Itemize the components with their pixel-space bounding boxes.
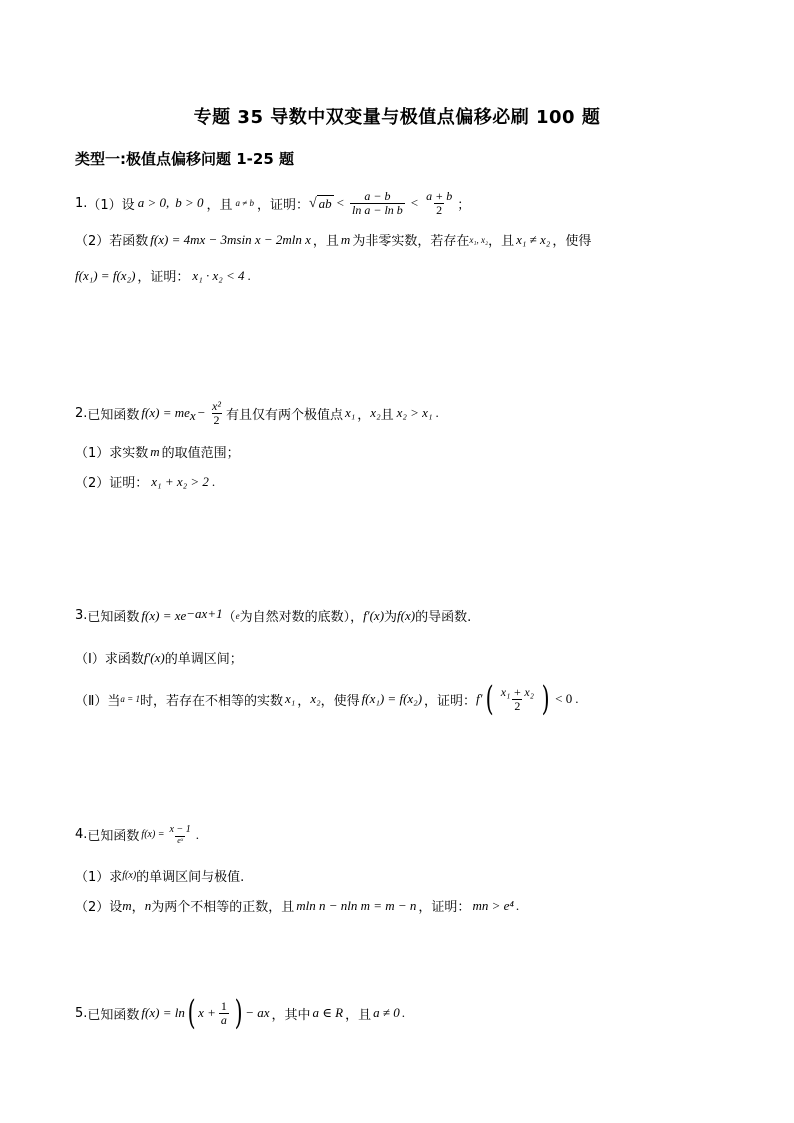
q2-p1-label: （1）求实数 [75, 446, 149, 461]
q5-minus-ax: − ax [245, 1005, 270, 1020]
q5-x-plus: x + [198, 1005, 216, 1020]
q3-paren-open: （ [222, 610, 236, 625]
q2-part2 [75, 472, 215, 491]
q4-p2-comma: ， [131, 900, 145, 915]
q2-ineq: x₂ > x₁ [396, 405, 433, 421]
q3-exp: −ax+1 [186, 606, 223, 621]
q1-part2-m: m [340, 231, 351, 247]
q2-intro: 已知函数 [87, 407, 140, 423]
q2-stem [75, 400, 439, 426]
q4-frac-num: x − 1 [169, 824, 191, 835]
q3-p2-fprime: f′ [476, 691, 483, 706]
q2-minus: − [197, 405, 206, 421]
q1-frac1-den: ln a − ln b [352, 202, 403, 217]
q3-stem [75, 606, 471, 625]
q4-p1-f: f(x) [122, 870, 137, 881]
q2-p2-label: （2）证明： [75, 476, 149, 491]
q3-function: f(x) = xe [141, 607, 187, 623]
q1-part2-prove: ，证明： [137, 270, 190, 285]
q2-number: 2. [75, 405, 88, 421]
q3-p2-lt: < 0 [555, 691, 573, 706]
q3-e: e [235, 610, 240, 621]
q3-right-paren: ) [541, 679, 550, 719]
q3-p2-fraction [499, 686, 536, 712]
q2-frac-num: x² [212, 399, 221, 413]
q4-p2-eq: mln n − nln m = m − n [296, 897, 417, 913]
q2-exp: x [189, 408, 196, 423]
q5-left-paren: ( [187, 993, 196, 1033]
q5-a-in: a ∈ R [312, 1005, 344, 1020]
section-heading: 类型一:极值点偏移问题 1-25 题 [75, 150, 294, 168]
q1-part2 [75, 230, 591, 249]
q3-p2-label: （Ⅱ）当 [75, 693, 121, 709]
q2-frac-den: 2 [213, 412, 220, 427]
q2-part1 [75, 442, 240, 461]
q1-cond-a: a > 0, [137, 195, 170, 211]
q4-intro: 已知函数 [87, 829, 140, 845]
q5-text2: ，且 [345, 1007, 372, 1023]
q3-p2-x2: x₂ [310, 691, 321, 706]
q1-fraction-2 [424, 190, 454, 216]
q4-function: f(x) = [141, 829, 165, 841]
q3-p2-comma: ， [297, 693, 311, 709]
q2-p2-ineq: x₁ + x₂ > 2 [151, 473, 209, 489]
q4-p2-prove: ，证明： [418, 900, 471, 915]
q3-p1-tail: 的单调区间； [164, 652, 243, 667]
q3-is: 为 [384, 610, 398, 625]
q1-lt-1: < [336, 195, 345, 211]
q3-p1-label: （Ⅰ）求函数 [75, 652, 144, 667]
q4-end: . [195, 826, 199, 842]
q4-p2-text: 为两个不相等的正数，且 [151, 900, 295, 915]
q3-p2-text2: ，使得 [320, 693, 360, 709]
q5-frac-num: 1 [220, 998, 227, 1013]
q3-deriv: 的导函数. [415, 610, 472, 625]
q4-fraction [168, 825, 193, 845]
q5-fraction [219, 1000, 229, 1026]
q2-p2-end: . [211, 473, 216, 489]
sqrt-sign: √ [308, 195, 317, 211]
q1-part2-b: ，且 [312, 234, 339, 249]
q1-end1: ； [457, 197, 471, 213]
q5-intro: 已知函数 [87, 1007, 140, 1023]
q1-and: ，且 [206, 197, 233, 213]
q4-number: 4. [75, 827, 88, 843]
q4-p1-tail: 的单调区间与极值. [136, 870, 245, 885]
q1-sqrt-ab [309, 195, 334, 212]
q3-intro: 已知函数 [87, 610, 140, 625]
q1-part2-neq: x₁ ≠ x₂ [516, 231, 551, 247]
q1-part2-a: （2）若函数 [75, 234, 149, 249]
q1-cond-b: b > 0 [175, 195, 204, 211]
q1-lt-2: < [410, 195, 419, 211]
q2-function-lhs: f(x) = me [141, 405, 190, 421]
q4-p2-m: m [122, 897, 132, 913]
q1-part1-intro: （1）设 [87, 197, 135, 213]
q3-p2-a: a = 1 [120, 694, 140, 704]
q3-p2-end: . [575, 691, 579, 706]
q3-part1 [75, 648, 243, 667]
q2-x1: x₁ [344, 405, 356, 421]
q5-a-neq: a ≠ 0 [373, 1005, 400, 1020]
q1-fraction-1 [350, 190, 405, 216]
q3-paren-text: 为自然对数的底数）， [239, 610, 364, 625]
q3-p2-eq: f(x₁) = f(x₂) [361, 691, 423, 706]
q2-end: . [435, 405, 439, 421]
q4-p2-end: . [515, 897, 520, 913]
q4-p2-n: n [144, 897, 152, 913]
q1-part2-end: . [247, 267, 251, 283]
q4-p1-label: （1）求 [75, 870, 123, 885]
q1-number: 1. [75, 195, 88, 211]
q1-frac2-num: a + b [426, 189, 453, 203]
q2-text2: 且 [380, 407, 394, 423]
q1-frac2-den: 2 [436, 202, 443, 217]
q3-part2 [75, 679, 579, 719]
q1-part2-cont [75, 266, 251, 285]
q2-comma: ， [357, 407, 371, 423]
q1-part2-d: ，且 [488, 234, 515, 249]
q1-part2-function: f(x) = 4mx − 3msin x − 2mln x [150, 231, 311, 247]
q4-part1 [75, 866, 244, 885]
q5-stem [75, 993, 405, 1033]
q5-function: f(x) = ln [141, 1005, 185, 1020]
q5-end: . [401, 1005, 405, 1020]
q4-frac-den: eˣ [177, 835, 184, 845]
q2-p1-m: m [150, 443, 160, 459]
q1-part1 [75, 190, 470, 216]
q5-right-paren: ) [234, 993, 243, 1033]
q1-prove: ，证明： [256, 197, 309, 213]
q1-part2-ineq: x₁ · x₂ < 4 [192, 267, 245, 283]
q5-frac-den: a [220, 1012, 227, 1027]
q1-part2-c: 为非零实数，若存在 [352, 234, 470, 249]
q1-frac1-num: a − b [364, 189, 391, 203]
q2-p1-tail: 的取值范围； [161, 446, 240, 461]
q3-p2-text1: 时，若存在不相等的实数 [139, 693, 283, 709]
q2-fraction [210, 400, 223, 426]
q4-p2-ineq: mn > e⁴ [472, 897, 514, 913]
q5-text: ，其中 [271, 1007, 311, 1023]
page-title: 专题 35 导数中双变量与极值点偏移必刷 100 题 [193, 107, 601, 128]
q3-p2-frac-den: 2 [514, 698, 521, 713]
q3-left-paren: ( [485, 679, 494, 719]
q3-p1-f: f′(x) [143, 649, 165, 665]
q3-p2-frac-num: x₁ + x₂ [500, 684, 534, 699]
q1-neq: a ≠ b [235, 198, 254, 209]
q4-stem [75, 825, 199, 845]
q4-p2-label: （2）设 [75, 900, 123, 915]
q3-fprime: f′(x) [363, 607, 385, 623]
q2-x2: x₂ [370, 405, 381, 421]
q3-fx: f(x) [397, 607, 416, 623]
q1-part2-e: ，使得 [552, 234, 592, 249]
q3-p2-x1: x₁ [285, 691, 296, 706]
sqrt-radicand: ab [318, 195, 332, 211]
q3-number: 3. [75, 608, 88, 623]
q1-part2-eq: f(x₁) = f(x₂) [75, 267, 136, 283]
q4-part2 [75, 896, 519, 915]
q5-number: 5. [75, 1005, 88, 1021]
q3-p2-text3: ，证明： [424, 693, 477, 709]
q2-text1: 有且仅有两个极值点 [225, 407, 343, 423]
q1-part2-x: x₁, x₂ [469, 234, 489, 245]
